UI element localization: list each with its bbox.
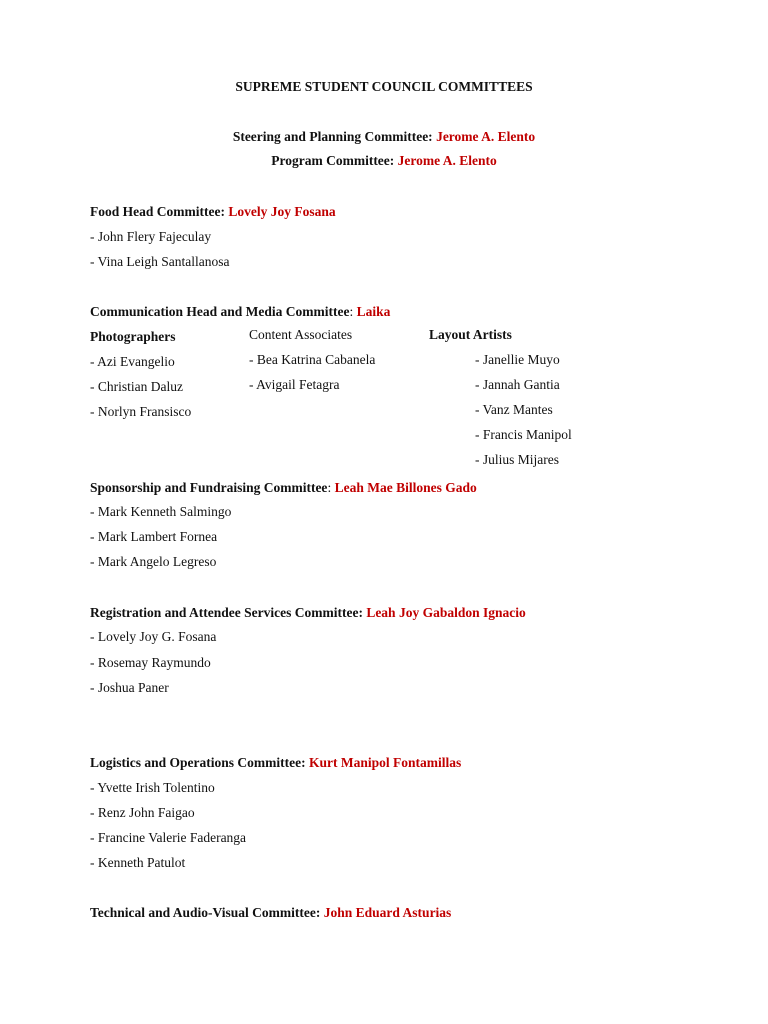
food-committee-label: Food Head Committee: — [90, 204, 229, 219]
food-committee-head: Lovely Joy Fosana — [228, 204, 336, 219]
steering-committee-label: Steering and Planning Committee: — [232, 129, 437, 144]
logistics-committee-label: Logistics and Operations Committee: — [90, 755, 309, 770]
list-item: - Julius Mijares — [475, 452, 559, 467]
sponsorship-committee-head: Leah Mae Billones Gado — [334, 480, 477, 495]
list-item: - Mark Lambert Fornea — [90, 529, 218, 544]
technical-committee-heading — [90, 905, 451, 921]
communication-committee-head: Laika — [356, 304, 391, 319]
list-item: - Janellie Muyo — [475, 352, 560, 367]
list-item: - Christian Daluz — [90, 379, 183, 394]
steering-committee-head: Jerome A. Elento — [436, 129, 536, 144]
program-committee-head: Jerome A. Elento — [397, 153, 497, 168]
document-title: SUPREME STUDENT COUNCIL COMMITTEES — [235, 79, 533, 94]
communication-committee-heading — [90, 304, 390, 320]
photographers-heading: Photographers — [90, 329, 176, 344]
list-item: - Vanz Mantes — [475, 402, 553, 417]
registration-committee-heading — [90, 605, 526, 621]
program-committee-line — [0, 153, 768, 169]
program-committee-label: Program Committee: — [271, 153, 398, 168]
layout-artists-heading: Layout Artists — [429, 327, 512, 342]
list-item: - Lovely Joy G. Fosana — [90, 629, 217, 644]
list-item: - Renz John Faigao — [90, 805, 195, 820]
technical-committee-label: Technical and Audio-Visual Committee: — [90, 905, 324, 920]
list-item: - Joshua Paner — [90, 680, 169, 695]
list-item: - Mark Kenneth Salmingo — [90, 504, 232, 519]
registration-committee-label: Registration and Attendee Services Committee: — [90, 605, 367, 620]
list-item: - Vina Leigh Santallanosa — [90, 254, 230, 269]
list-item: - Mark Angelo Legreso — [90, 554, 217, 569]
list-item: - Kenneth Patulot — [90, 855, 186, 870]
list-item: - John Flery Fajeculay — [90, 229, 212, 244]
sponsorship-committee-colon: : — [327, 480, 335, 495]
list-item: - Jannah Gantia — [475, 377, 560, 392]
list-item: - Avigail Fetagra — [249, 377, 340, 392]
logistics-committee-head: Kurt Manipol Fontamillas — [308, 755, 462, 770]
list-item: - Francine Valerie Faderanga — [90, 830, 247, 845]
registration-committee-head: Leah Joy Gabaldon Ignacio — [366, 605, 526, 620]
list-item: - Rosemay Raymundo — [90, 655, 211, 670]
content-associates-heading: Content Associates — [249, 327, 353, 342]
list-item: - Francis Manipol — [475, 427, 572, 442]
food-committee-heading — [90, 204, 336, 220]
communication-committee-colon: : — [349, 304, 357, 319]
list-item: - Yvette Irish Tolentino — [90, 780, 215, 795]
list-item: - Azi Evangelio — [90, 354, 175, 369]
sponsorship-committee-label: Sponsorship and Fundraising Committee — [90, 480, 328, 495]
list-item: - Norlyn Fransisco — [90, 404, 192, 419]
logistics-committee-heading — [90, 755, 461, 771]
steering-committee-line — [0, 129, 768, 145]
technical-committee-head: John Eduard Asturias — [323, 905, 452, 920]
sponsorship-committee-heading — [90, 480, 477, 496]
communication-committee-label: Communication Head and Media Committee — [90, 304, 350, 319]
list-item: - Bea Katrina Cabanela — [249, 352, 376, 367]
